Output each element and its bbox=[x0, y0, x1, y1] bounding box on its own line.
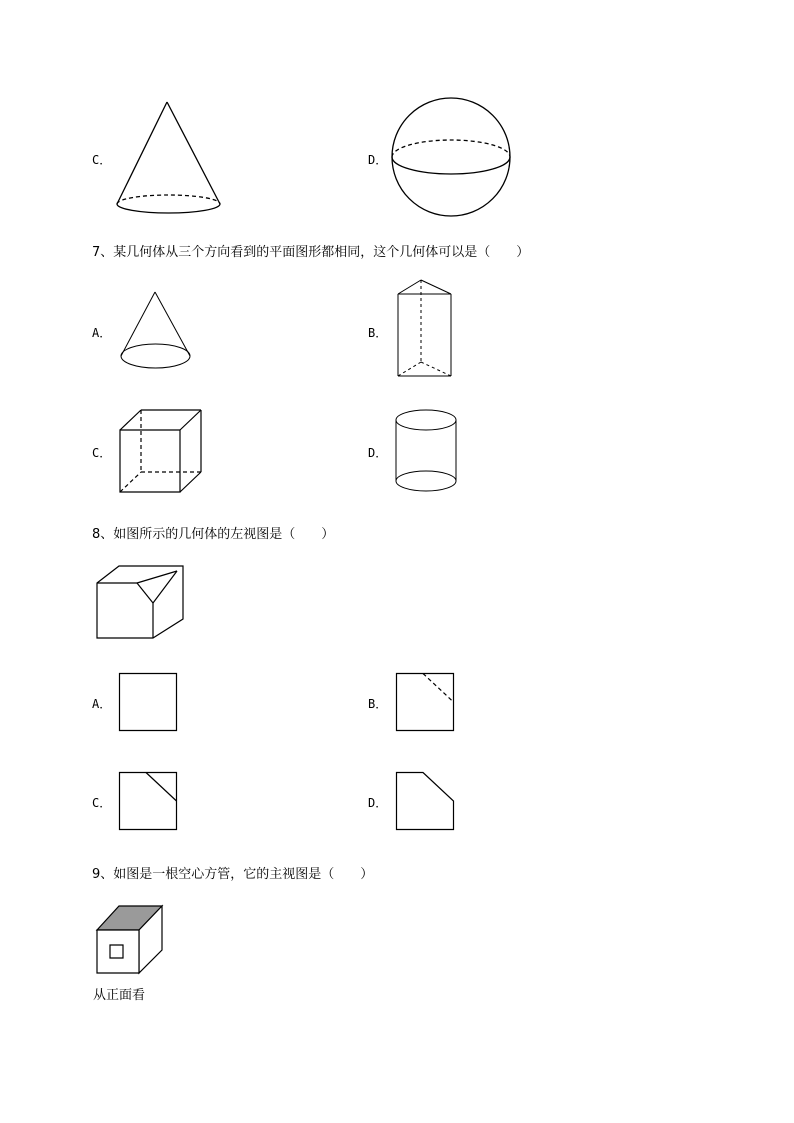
q7-question-text: 7、某几何体从三个方向看到的平面图形都相同，这个几何体可以是（ ） bbox=[92, 245, 530, 260]
q8-option-b-figure bbox=[395, 672, 457, 734]
q8-option-b-label: B． bbox=[368, 697, 388, 711]
q8-option-d-label: D． bbox=[368, 796, 388, 810]
q8-option-d-figure bbox=[395, 771, 457, 833]
q7-cylinder-figure bbox=[394, 408, 460, 496]
q7-option-b-label: B． bbox=[368, 326, 388, 340]
q8-option-c-label: C． bbox=[92, 796, 112, 810]
q6-sphere-figure bbox=[390, 98, 514, 218]
q6-cone-figure bbox=[112, 100, 227, 218]
q8-option-a-figure bbox=[118, 672, 180, 734]
q6-option-d-label: D． bbox=[368, 153, 388, 167]
q7-option-d-label: D． bbox=[368, 446, 388, 460]
q8-option-a-label: A． bbox=[92, 697, 112, 711]
q7-triangular-prism-figure bbox=[394, 278, 456, 380]
q8-solid-figure bbox=[95, 563, 189, 641]
q7-cube-figure bbox=[118, 408, 206, 496]
q8-option-c-figure bbox=[118, 771, 180, 833]
q7-cone-figure bbox=[118, 290, 196, 374]
q9-question-text: 9、如图是一根空心方管，它的主视图是（ ） bbox=[92, 867, 374, 882]
q9-figure-caption: 从正面看 bbox=[93, 988, 146, 1003]
q8-question-text: 8、如图所示的几何体的左视图是（ ） bbox=[92, 527, 335, 542]
q6-option-c-label: C． bbox=[92, 153, 112, 167]
q7-option-c-label: C． bbox=[92, 446, 112, 460]
q9-hollow-square-tube-figure bbox=[95, 904, 167, 976]
q7-option-a-label: A． bbox=[92, 326, 112, 340]
